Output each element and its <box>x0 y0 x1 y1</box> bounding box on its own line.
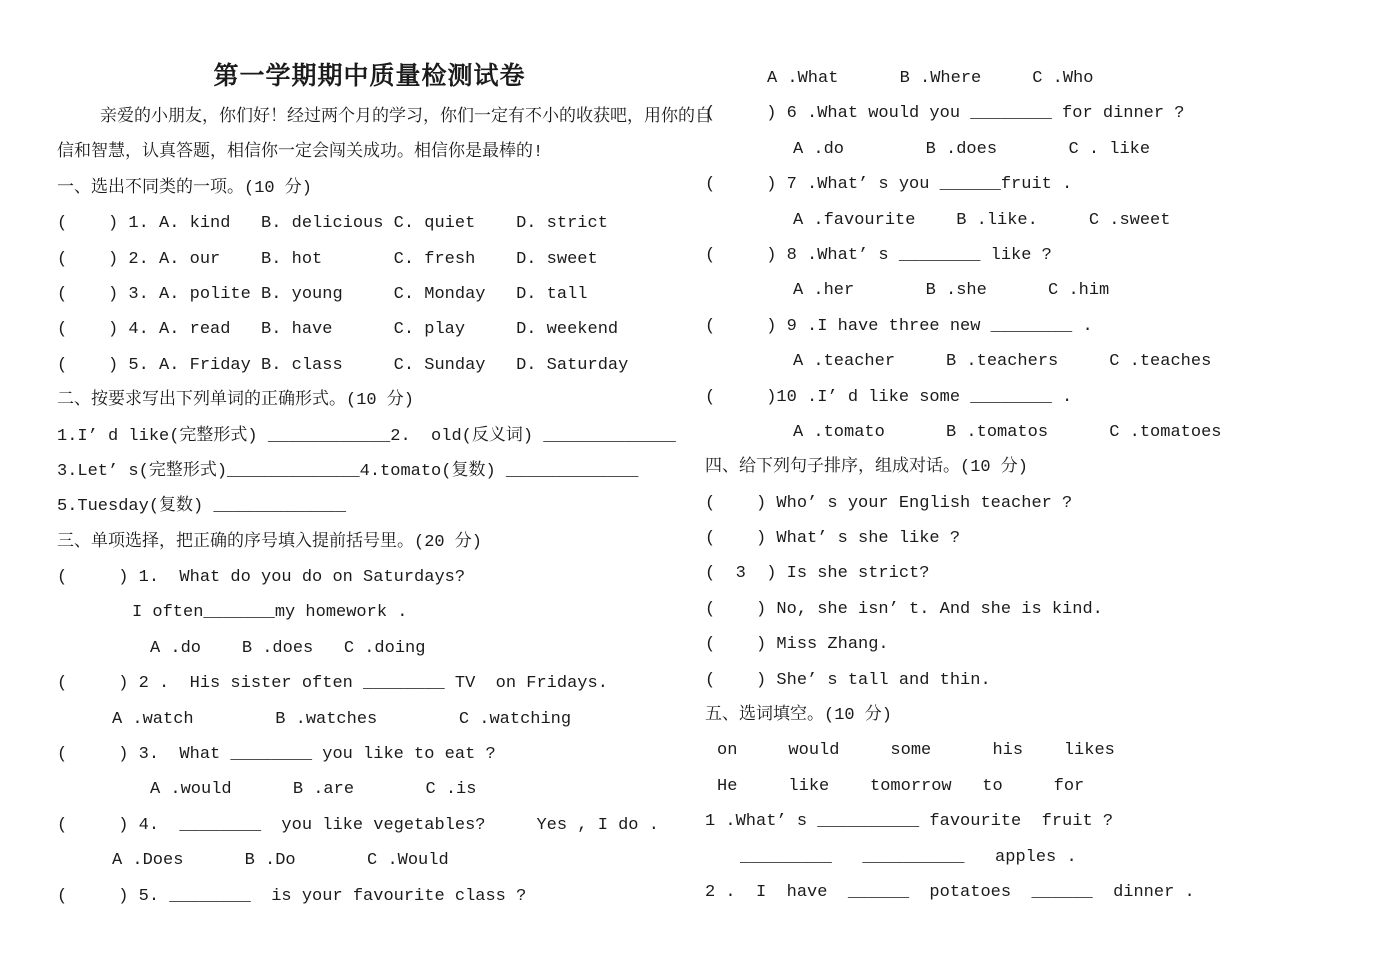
text-line: on would some his likes <box>717 741 1115 761</box>
text-line: ( ) No, she isn’ t. And she is kind. <box>705 599 1103 619</box>
text-line: ( ) She’ s tall and thin. <box>705 670 991 690</box>
text-line: 5.Tuesday(复数) _____________ <box>57 497 347 517</box>
text-line: ( ) 4. A. read B. have C. play D. weekend <box>57 320 619 340</box>
text-line: ( )10 .I’ d like some ________ . <box>705 387 1073 407</box>
text-line: 五、选词填空。(10 分) <box>705 706 893 726</box>
text-line: 亲爱的小朋友，你们好！经过两个月的学习，你们一定有不小的收获吧，用你的自 <box>100 108 712 127</box>
text-line: ( 3 ) Is she strict? <box>705 564 930 584</box>
text-line: I often_______my homework . <box>132 603 408 623</box>
text-line: 三、单项选择，把正确的序号填入提前括号里。(20 分) <box>57 532 483 552</box>
text-line: A .teacher B .teachers C .teaches <box>793 352 1212 372</box>
text-line: ( ) 3. What ________ you like to eat ? <box>57 745 496 765</box>
text-line: 四、给下列句子排序，组成对话。(10 分) <box>705 458 1029 478</box>
text-line: A .tomato B .tomatos C .tomatoes <box>793 422 1222 442</box>
text-line: 3.Let’ s(完整形式)_____________4.tomato(复数) _____________ <box>57 461 639 481</box>
text-line: ( ) 1. What do you do on Saturdays? <box>57 568 466 588</box>
text-line: ( ) 2 . His sister often ________ TV on Fridays. <box>57 674 608 694</box>
text-line: ( ) 7 .What’ s you ______fruit . <box>705 175 1073 195</box>
text-line: A .her B .she C .him <box>793 281 1110 301</box>
right-column <box>705 61 1365 910</box>
text-line: A .watch B .watches C .watching <box>112 709 572 729</box>
text-line: ( ) 8 .What’ s ________ like ? <box>705 245 1052 265</box>
page-title: 第一学期期中质量检测试卷 <box>213 63 526 90</box>
text-line: 信和智慧，认真答题，相信你一定会闯关成功。相信你是最棒的! <box>57 143 544 163</box>
text-line: 一、选出不同类的一项。(10 分) <box>57 178 313 198</box>
text-line: 二、按要求写出下列单词的正确形式。(10 分) <box>57 391 415 411</box>
text-line: A .would B .are C .is <box>150 780 477 800</box>
text-line: ( ) 9 .I have three new ________ . <box>705 316 1093 336</box>
text-line: ( ) 1. A. kind B. delicious C. quiet D. strict <box>57 214 608 234</box>
text-line: ( ) Who’ s your English teacher ? <box>705 493 1073 513</box>
text-line: A .do B .does C .doing <box>150 638 426 658</box>
text-line: _________ __________ apples . <box>740 847 1077 867</box>
left-column <box>57 100 717 914</box>
text-line: 2 . I have ______ potatoes ______ dinner . <box>705 882 1195 902</box>
text-line: ( ) What’ s she like ? <box>705 529 961 549</box>
text-line: A .Does B .Do C .Would <box>112 851 449 871</box>
text-line: ( ) 5. A. Friday B. class C. Sunday D. Saturday <box>57 355 629 375</box>
text-line: 1 .What’ s __________ favourite fruit ? <box>705 812 1114 832</box>
text-line: ( ) 6 .What would you ________ for dinner ? <box>705 104 1185 124</box>
text-line: ( ) 3. A. polite B. young C. Monday D. tall <box>57 284 588 304</box>
text-line: ( ) 2. A. our B. hot C. fresh D. sweet <box>57 249 598 269</box>
text-line: ( ) 4. ________ you like vegetables? Yes , I do . <box>57 815 659 835</box>
text-line: A .What B .Where C .Who <box>767 69 1094 88</box>
text-line: ( ) Miss Zhang. <box>705 635 889 655</box>
text-line: A .favourite B .like. C .sweet <box>793 210 1171 230</box>
text-line: He like tomorrow to for <box>717 776 1085 796</box>
text-line: 1.I’ d like(完整形式) ____________2. old(反义词) _____________ <box>57 426 676 446</box>
text-line: ( ) 5. ________ is your favourite class ? <box>57 886 527 906</box>
text-line: A .do B .does C . like <box>793 139 1151 159</box>
